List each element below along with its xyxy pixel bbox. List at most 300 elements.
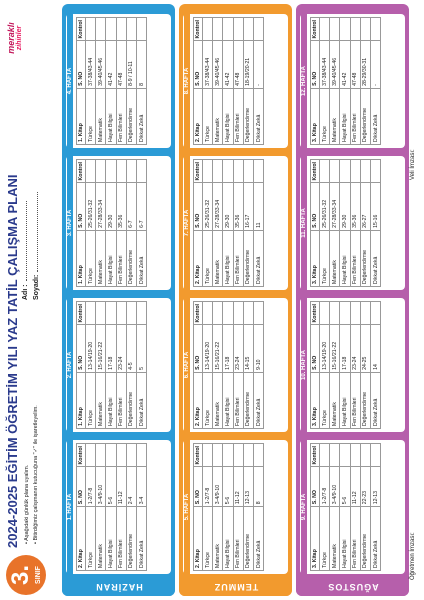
page-no-cell: 11 [253,183,263,230]
week-table [310,159,381,287]
week-title: 4. HAFTA [67,14,73,148]
week-title: 1. HAFTA [67,440,73,574]
table-row [223,160,233,287]
week-card [183,156,288,290]
table-row [213,444,223,571]
subject-cell: Matematik [96,88,106,144]
page-no-header: S. NO [77,41,86,88]
page-no-cell: 2-4 [126,467,136,507]
control-checkbox[interactable] [116,160,126,183]
subject-cell: Hayat Bilgisi [340,372,350,428]
page-no-cell: 5 [136,325,146,372]
grade-badge [6,555,46,595]
surname-field[interactable] [37,192,38,272]
page-no-cell: 47-48 [350,41,360,88]
week-title: 2. HAFTA [67,298,73,432]
subject-cell: Fen Bilimleri [350,372,360,428]
table-header-row [311,18,320,145]
page-no-cell: 27-28/33-34 [213,183,223,230]
subject-cell: Matematik [96,230,106,286]
book-header: 2. Kitap [194,230,203,286]
page-no-cell: 3-4/9-10 [330,467,340,507]
control-checkbox[interactable] [106,302,116,325]
page-no-cell: 3-4/9-10 [213,467,223,507]
control-checkbox[interactable] [116,18,126,41]
page-no-cell: 1-2/7-8 [320,467,330,507]
page-no-cell: 29-30 [340,183,350,230]
book-header: 3. Kitap [311,507,320,571]
page-no-cell: - [253,41,263,88]
control-checkbox[interactable] [86,18,96,41]
table-row [350,302,360,429]
week-table [76,443,147,571]
subject-cell: Türkçe [203,372,213,428]
page-no-cell: 17-18 [340,325,350,372]
table-row [136,160,146,287]
control-checkbox[interactable] [243,160,253,183]
control-checkbox[interactable] [340,444,350,467]
name-field[interactable] [26,201,27,281]
control-checkbox[interactable] [370,18,380,41]
control-checkbox[interactable] [96,302,106,325]
table-row [360,444,370,571]
month-name: AĞUSTOS [326,582,379,592]
table-row [233,302,243,429]
control-checkbox[interactable] [233,160,243,183]
control-checkbox[interactable] [116,302,126,325]
table-row [86,302,96,429]
week-card [300,298,405,432]
table-row [116,444,126,571]
book-header: 2. Kitap [194,507,203,571]
page-no-cell: 13-14/19-20 [86,325,96,372]
control-checkbox[interactable] [136,18,146,41]
control-checkbox[interactable] [330,160,340,183]
control-checkbox[interactable] [340,18,350,41]
subject-cell: Dikkat Zekâ [136,230,146,286]
week-card [300,14,405,148]
subject-cell: Hayat Bilgisi [340,507,350,571]
table-row [106,444,116,571]
page-no-cell: - [370,41,380,88]
table-row [126,302,136,429]
table-row [360,160,370,287]
control-checkbox[interactable] [360,302,370,325]
page-no-cell: 17-18 [106,325,116,372]
control-checkbox[interactable] [136,302,146,325]
page-no-header: S. NO [311,183,320,230]
subject-cell: Türkçe [86,372,96,428]
page-no-header: S. NO [311,41,320,88]
control-checkbox[interactable] [253,302,263,325]
page-no-cell: 15-16/21-22 [213,325,223,372]
table-row [340,302,350,429]
table-row [253,18,263,145]
subject-cell: Fen Bilimleri [233,230,243,286]
table-header-row [194,302,203,429]
subject-cell: Türkçe [203,88,213,144]
control-checkbox[interactable] [136,160,146,183]
table-row [253,444,263,571]
control-checkbox[interactable] [223,160,233,183]
page-no-cell: 37-38/43-44 [86,41,96,88]
page-no-cell: 14 [370,325,380,372]
table-row [116,302,126,429]
page-no-cell: 25-26/31-32 [320,183,330,230]
table-row [370,302,380,429]
instruction-1: • Aşağıdaki günlük plana uyalım. [24,464,30,544]
page-no-header: S. NO [194,41,203,88]
control-checkbox[interactable] [213,160,223,183]
table-row [96,160,106,287]
page-no-cell: 37-38/43-44 [320,41,330,88]
table-row [243,302,253,429]
page-no-cell: 41-42 [340,41,350,88]
control-checkbox[interactable] [243,18,253,41]
instruction-2: • Bitirdiğimiz çalışmanın kutucuğuna "✓" ile işaretleyelim. [33,405,39,544]
subject-cell: Dikkat Zekâ [370,507,380,571]
control-checkbox[interactable] [233,444,243,467]
control-checkbox[interactable] [96,444,106,467]
table-row [223,444,233,571]
control-checkbox[interactable] [116,444,126,467]
month-name: TEMMUZ [213,582,258,592]
page-no-header: S. NO [77,183,86,230]
control-checkbox[interactable] [253,18,263,41]
control-checkbox[interactable] [203,18,213,41]
table-row [350,444,360,571]
week-card [300,440,405,574]
page-no-cell: 8-9 / 10-11 [126,41,136,88]
page-no-cell: 3-4/9-10 [96,467,106,507]
week-table [310,443,381,571]
table-row [106,18,116,145]
page-no-cell: 8 [136,41,146,88]
table-row [213,160,223,287]
control-header: Kontrol [77,160,86,183]
table-row [330,444,340,571]
table-row [96,302,106,429]
control-checkbox[interactable] [330,302,340,325]
control-checkbox[interactable] [126,444,136,467]
page-no-cell: 27-28/33-34 [96,183,106,230]
table-row [360,18,370,145]
book-header: 2. Kitap [194,372,203,428]
week-title: 12. HAFTA [301,14,307,148]
subject-cell: Türkçe [320,507,330,571]
table-row [106,160,116,287]
teacher-signature: Öğretmen İmzası: [410,532,416,580]
page-no-header: S. NO [77,467,86,507]
week-title: 3. HAFTA [67,156,73,290]
control-checkbox[interactable] [213,18,223,41]
subject-cell: Dikkat Zekâ [370,230,380,286]
week-title: 5. HAFTA [184,440,190,574]
control-header: Kontrol [311,18,320,41]
table-row [243,18,253,145]
control-checkbox[interactable] [106,444,116,467]
subject-cell: Fen Bilimleri [116,507,126,571]
subject-cell: Dikkat Zekâ [253,372,263,428]
control-checkbox[interactable] [233,302,243,325]
brand-logo [6,4,32,72]
control-checkbox[interactable] [360,18,370,41]
table-row [320,302,330,429]
control-header: Kontrol [311,160,320,183]
book-header: 3. Kitap [311,372,320,428]
page-no-cell: 41-42 [106,41,116,88]
control-checkbox[interactable] [350,302,360,325]
control-checkbox[interactable] [370,302,380,325]
book-header: 1. Kitap [77,372,86,428]
page-no-cell: 15-16 [370,183,380,230]
subject-cell: Hayat Bilgisi [106,372,116,428]
control-checkbox[interactable] [106,18,116,41]
subject-cell: Matematik [330,230,340,286]
control-checkbox[interactable] [233,18,243,41]
week-title: 10. HAFTA [301,298,307,432]
page-no-cell: 37-38/43-44 [203,41,213,88]
table-header-row [311,444,320,571]
table-header-row [311,302,320,429]
table-row [86,18,96,145]
subject-cell: Hayat Bilgisi [223,372,233,428]
control-checkbox[interactable] [350,160,360,183]
table-row [126,160,136,287]
table-row [360,302,370,429]
page-no-cell: 6-7 [136,183,146,230]
control-checkbox[interactable] [203,302,213,325]
subject-cell: Hayat Bilgisi [106,88,116,144]
control-checkbox[interactable] [203,444,213,467]
table-row [203,302,213,429]
table-row [223,18,233,145]
page-no-header: S. NO [311,325,320,372]
control-checkbox[interactable] [253,444,263,467]
subject-cell: Fen Bilimleri [233,372,243,428]
control-header: Kontrol [194,302,203,325]
page-no-cell: 29-30 [106,183,116,230]
control-checkbox[interactable] [96,18,106,41]
control-checkbox[interactable] [243,444,253,467]
control-checkbox[interactable] [253,160,263,183]
table-header-row [194,18,203,145]
table-row [330,160,340,287]
control-checkbox[interactable] [136,444,146,467]
table-header-row [77,302,86,429]
subject-cell: Fen Bilimleri [350,230,360,286]
week-card [66,440,171,574]
week-card [183,440,288,574]
book-header: 2. Kitap [194,88,203,144]
page-no-cell: 13-14/19-20 [320,325,330,372]
control-checkbox[interactable] [350,444,360,467]
control-header: Kontrol [311,302,320,325]
page-no-cell: 11-12 [350,467,360,507]
control-checkbox[interactable] [370,160,380,183]
page-no-cell: 12-13 [243,467,253,507]
table-row [213,18,223,145]
month-name: HAZİRAN [94,582,143,592]
month-tab [179,578,292,596]
week-title: 9. HAFTA [301,440,307,574]
subject-cell: Matematik [330,372,340,428]
month-block-0 [62,4,175,596]
week-table [310,301,381,429]
week-table [193,17,264,145]
control-checkbox[interactable] [320,444,330,467]
week-table [310,17,381,145]
table-row [136,18,146,145]
table-row [126,18,136,145]
control-checkbox[interactable] [86,160,96,183]
control-checkbox[interactable] [243,302,253,325]
month-block-2 [296,4,409,596]
control-checkbox[interactable] [203,160,213,183]
week-card [183,298,288,432]
control-checkbox[interactable] [106,160,116,183]
subject-cell: Fen Bilimleri [116,88,126,144]
control-checkbox[interactable] [360,444,370,467]
week-title: 6. HAFTA [184,298,190,432]
table-row [320,18,330,145]
control-checkbox[interactable] [213,302,223,325]
subject-cell: Dikkat Zekâ [370,372,380,428]
subject-cell: Türkçe [203,507,213,571]
subject-cell: Türkçe [86,230,96,286]
table-row [243,160,253,287]
table-row [233,160,243,287]
control-checkbox[interactable] [86,302,96,325]
subject-cell: Hayat Bilgisi [340,230,350,286]
table-row [106,302,116,429]
page-no-cell: 8 [253,467,263,507]
control-checkbox[interactable] [213,444,223,467]
page-no-cell: 23-24 [116,325,126,372]
control-checkbox[interactable] [223,18,233,41]
control-checkbox[interactable] [223,302,233,325]
week-table [193,301,264,429]
grade-label: SINIF [35,566,42,584]
subject-cell: Türkçe [320,230,330,286]
control-checkbox[interactable] [340,302,350,325]
subject-cell: Değerlendirme [243,372,253,428]
subject-cell: Türkçe [320,372,330,428]
table-header-row [77,160,86,287]
subject-cell: Değerlendirme [243,88,253,144]
subject-cell: Matematik [213,507,223,571]
page-no-cell: 25-26/31-32 [86,183,96,230]
table-row [253,302,263,429]
subject-cell: Değerlendirme [243,507,253,571]
control-checkbox[interactable] [370,444,380,467]
logo-sub: zihinler [16,25,23,51]
page-no-cell: 14-15 [243,325,253,372]
table-row [96,18,106,145]
subject-cell: Matematik [96,507,106,571]
table-row [340,444,350,571]
control-checkbox[interactable] [350,18,360,41]
table-header-row [194,444,203,571]
subject-cell: Değerlendirme [126,507,136,571]
week-card [66,298,171,432]
page-no-cell: 23-24 [233,325,243,372]
control-checkbox[interactable] [126,18,136,41]
month-tab [62,578,175,596]
page-no-cell: 4-5 [126,325,136,372]
subject-cell: Fen Bilimleri [233,507,243,571]
page-no-header: S. NO [194,183,203,230]
table-row [203,18,213,145]
week-title: 8. HAFTA [184,14,190,148]
student-fields [22,192,44,300]
table-header-row [77,444,86,571]
table-row [136,444,146,571]
control-checkbox[interactable] [320,18,330,41]
page-no-cell: 5-6 [223,467,233,507]
control-checkbox[interactable] [96,160,106,183]
control-header: Kontrol [194,160,203,183]
week-card [66,14,171,148]
control-checkbox[interactable] [126,160,136,183]
control-checkbox[interactable] [320,302,330,325]
control-checkbox[interactable] [360,160,370,183]
table-row [330,302,340,429]
control-checkbox[interactable] [126,302,136,325]
table-row [136,302,146,429]
control-checkbox[interactable] [86,444,96,467]
subject-cell: Hayat Bilgisi [106,507,116,571]
table-row [340,160,350,287]
control-checkbox[interactable] [340,160,350,183]
table-row [203,160,213,287]
page-no-cell: 22-23 [360,467,370,507]
table-row [253,160,263,287]
table-row [320,160,330,287]
week-table [76,17,147,145]
table-row [370,18,380,145]
page-no-cell: 13-14/19-20 [203,325,213,372]
subject-cell: Değerlendirme [360,372,370,428]
subject-cell: Dikkat Zekâ [253,230,263,286]
table-row [96,444,106,571]
subject-cell: Matematik [213,88,223,144]
week-card [183,14,288,148]
page-no-header: S. NO [194,325,203,372]
week-card [66,156,171,290]
subject-cell: Matematik [96,372,106,428]
subject-cell: Dikkat Zekâ [136,88,146,144]
week-card [300,156,405,290]
control-checkbox[interactable] [320,160,330,183]
page-no-cell: 35-36 [233,183,243,230]
subject-cell: Matematik [330,507,340,571]
month-tab [296,578,409,596]
subject-cell: Matematik [330,88,340,144]
page-no-cell: 35-36 [350,183,360,230]
book-header: 3. Kitap [311,230,320,286]
control-checkbox[interactable] [330,444,340,467]
table-header-row [311,160,320,287]
table-row [116,18,126,145]
table-row [320,444,330,571]
control-checkbox[interactable] [223,444,233,467]
week-table [193,159,264,287]
subject-cell: Hayat Bilgisi [223,88,233,144]
table-row [243,444,253,571]
subject-cell: Dikkat Zekâ [136,507,146,571]
control-checkbox[interactable] [330,18,340,41]
